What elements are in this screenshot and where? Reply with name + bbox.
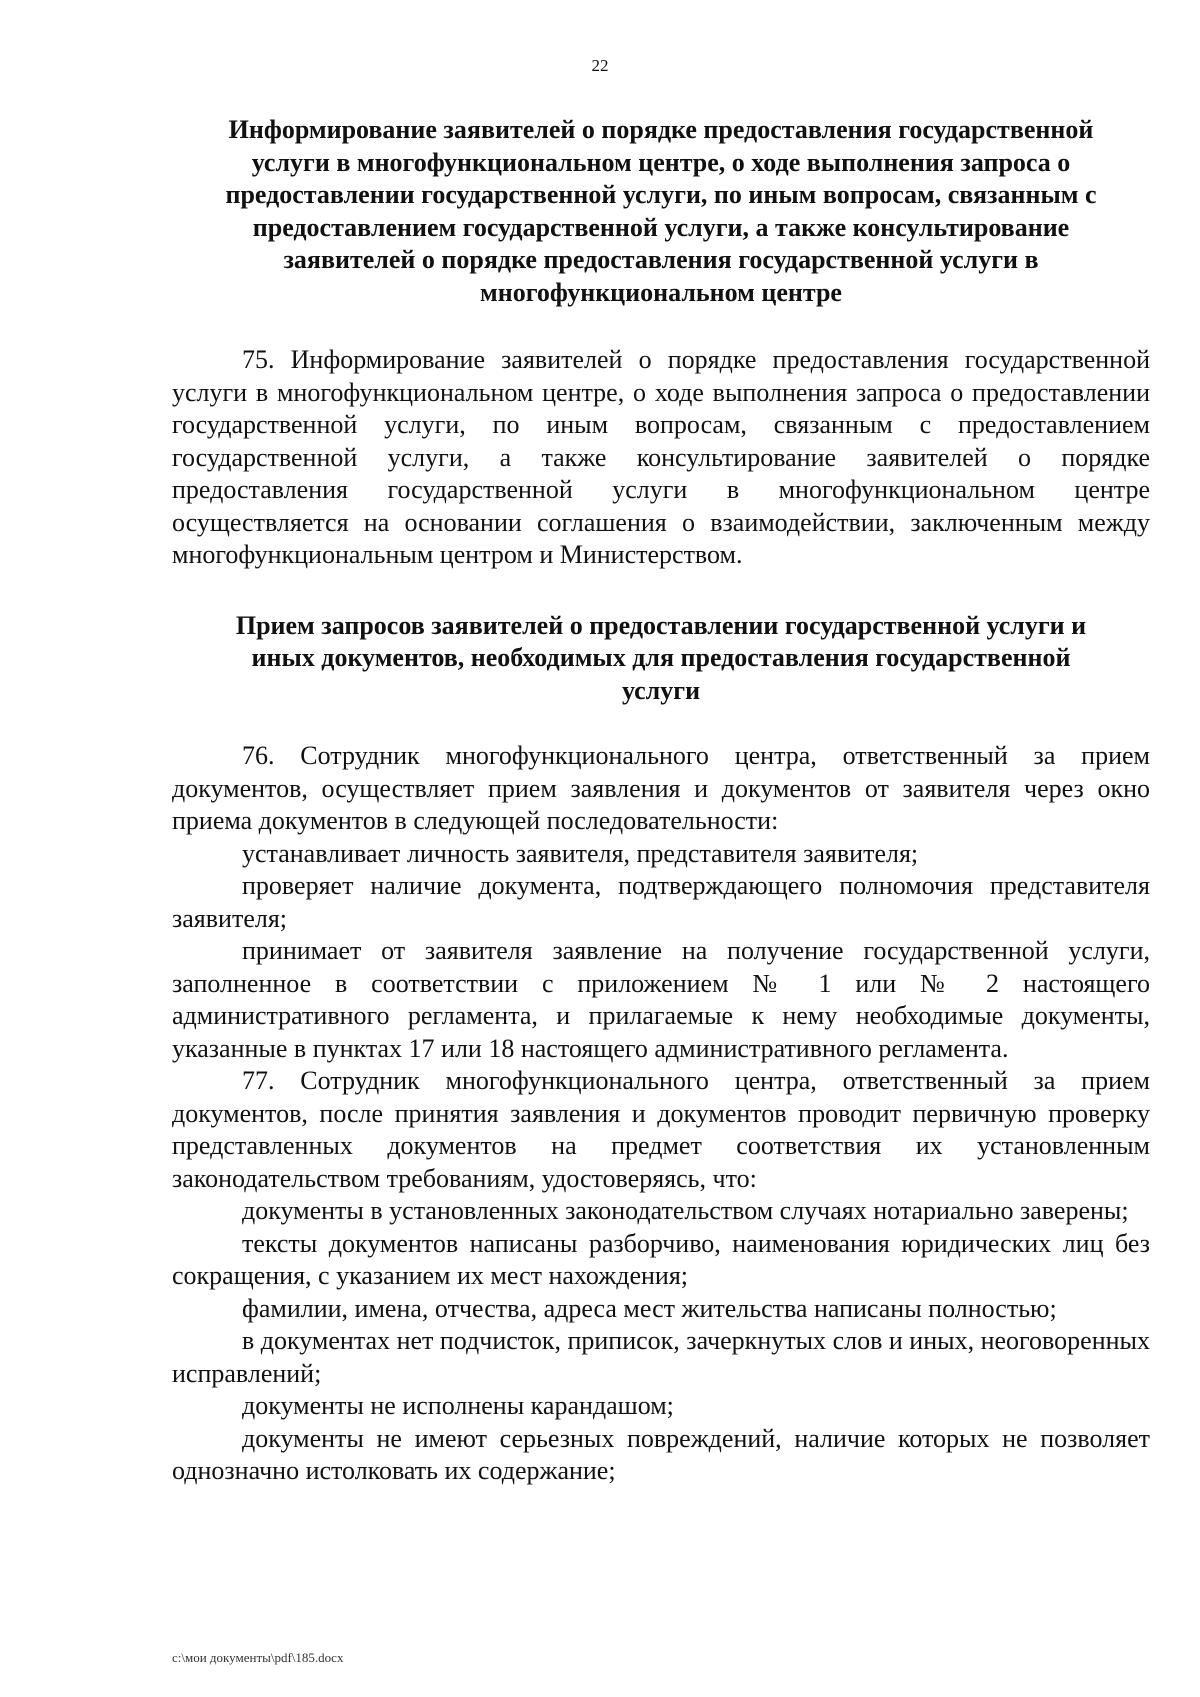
list-item: в документах нет подчисток, приписок, зачеркнутых слов и иных, неоговоренных исправлений; <box>172 1326 1150 1388</box>
document-body <box>172 114 1150 1488</box>
list-item: устанавливает личность заявителя, представителя заявителя; <box>242 838 919 868</box>
paragraph-77: 77. Сотрудник многофункционального центра, ответственный за прием документов, после принятия заявления и документов проводит первичную проверку представленных документов на предмет соответствия их установленным законодательством требованиям, удостоверяясь, что: <box>172 1066 1150 1193</box>
list-item: фамилии, имена, отчества, адреса мест жительства написаны полностью; <box>242 1293 1057 1323</box>
list-item: документы не имеют серьезных повреждений, наличие которых не позволяет однозначно истолковать их содержание; <box>172 1423 1150 1485</box>
list-item: тексты документов написаны разборчиво, наименования юридических лиц без сокращения, с указанием их мест нахождения; <box>172 1228 1150 1290</box>
list-item: проверяет наличие документа, подтверждающего полномочия представителя заявителя; <box>172 871 1150 933</box>
list-item: документы в установленных законодательством случаях нотариально заверены; <box>242 1196 1129 1225</box>
paragraph-76: 76. Сотрудник многофункционального центра, ответственный за прием документов, осуществляет прием заявления и документов от заявителя через окно приема документов в следующей последовательности: <box>172 741 1150 835</box>
list-item: документы не исполнены карандашом; <box>242 1391 674 1420</box>
section-heading-informing: Информирование заявителей о порядке предоставления государственной услуги в многофункциональном центре, о ходе выполнения запроса о предоставлении государственной услуги, по иным вопросам, связанным с предоставлением государственной услуги, а также консультирование заявителей о порядке предоставления государственной услуги в многофункциональном центре <box>225 115 1097 307</box>
footer-file-path: c:\мои документы\pdf\185.docx <box>172 1650 344 1665</box>
paragraph-75: 75. Информирование заявителей о порядке предоставления государственной услуги в многофункциональном центре, о ходе выполнения запроса о предоставлении государственной услуги, по иным вопросам, связанным с предоставлением государственной услуги, а также консультирование заявителей о порядке предоставления государственной услуги в многофункциональном центре осуществляется на основании соглашения о взаимодействии, заключенным между многофункциональным центром и Министерством. <box>172 345 1150 569</box>
list-item: принимает от заявителя заявление на получение государственной услуги, заполненное в соответствии с приложением № 1 или № 2 настоящего административного регламента, и прилагаемые к нему необходимые документы, указанные в пунктах 17 или 18 настоящего административного регламента. <box>172 936 1150 1063</box>
page-number: 22 <box>591 56 609 75</box>
section-heading-reception: Прием запросов заявителей о предоставлении государственной услуги и иных документов, необходимых для предоставления государственной услуги <box>235 610 1087 705</box>
